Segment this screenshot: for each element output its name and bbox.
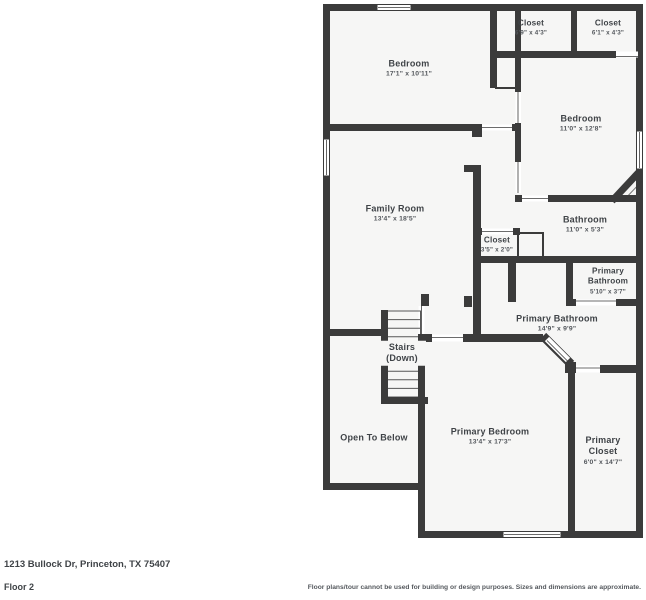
room-name: Bathroom	[562, 214, 608, 225]
room-name: Stairs (Down)	[386, 341, 418, 363]
address: 1213 Bullock Dr, Princeton, TX 75407	[4, 559, 171, 570]
room-label-primary-closet	[573, 435, 633, 467]
room-dims: 11'0" x 12'8"	[559, 125, 603, 133]
room-name: Closet	[483, 235, 511, 245]
room-label-bathroom	[563, 215, 607, 236]
room-label-closet-3	[481, 235, 513, 254]
room-label-stairs	[378, 341, 426, 366]
room-label-closet-1	[515, 18, 547, 37]
room-label-closet-2	[592, 18, 624, 37]
room-name: Closet	[594, 18, 622, 28]
floor-label: Floor 2	[4, 582, 35, 592]
room-label-family-room	[366, 204, 425, 225]
room-dims: 3'5" x 2'0"	[480, 246, 514, 254]
room-name: Bedroom	[388, 58, 430, 69]
room-name: Open To Below	[340, 432, 408, 443]
room-name: Primary Bedroom	[450, 426, 530, 437]
room-dims: 17'1" x 10'11"	[385, 70, 433, 78]
room-name: Primary Bathroom	[516, 313, 598, 324]
disclaimer: Floor plans/tour cannot be used for building or design purposes. Sizes and dimensions are approximate.	[307, 584, 641, 591]
room-dims: 13'4" x 17'3"	[468, 438, 512, 446]
room-label-bedroom-1	[386, 59, 432, 80]
room-dims: 5'10" x 3'7"	[590, 287, 626, 295]
room-name: Primary Bathroom	[587, 266, 629, 286]
room-dims: 14'9" x 9'9"	[537, 325, 577, 333]
room-dims: 13'4" x 18'5"	[373, 215, 417, 223]
room-label-bedroom-2	[560, 114, 602, 135]
room-dims: 6'1" x 4'3"	[591, 29, 625, 37]
room-label-primary-bathroom	[516, 314, 598, 335]
room-dims: 11'0" x 5'3"	[565, 226, 605, 234]
room-dims: 6'9" x 4'3"	[514, 29, 548, 37]
room-name: Bedroom	[560, 113, 602, 124]
room-name: Family Room	[365, 203, 425, 214]
room-name: Primary Closet	[585, 435, 621, 457]
room-label-primary-bedroom	[451, 427, 530, 448]
room-name: Closet	[517, 18, 545, 28]
room-label-primary-bathroom-small	[573, 266, 643, 295]
room-label-open-to-below	[340, 432, 407, 443]
room-dims: 6'0" x 14'7"	[583, 458, 623, 466]
